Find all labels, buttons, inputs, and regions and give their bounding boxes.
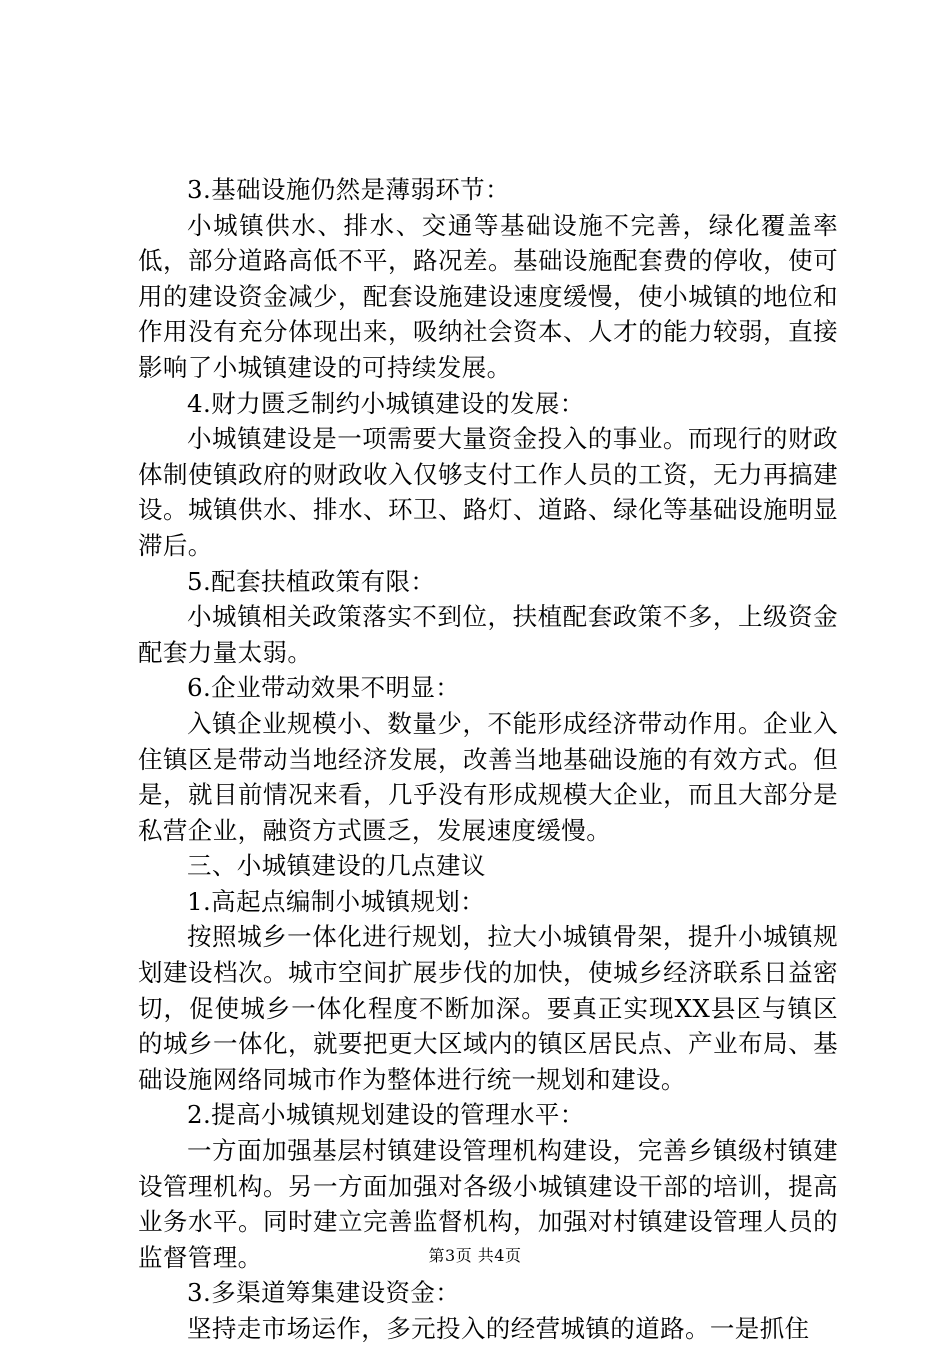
document-body xyxy=(138,172,838,1347)
paragraph-management-detail: 一方面加强基层村镇建设管理机构建设，完善乡镇级村镇建设管理机构。另一方面加强对各级小城镇建设干部的培训，提高业务水平。同时建立完善监督机构，加强对村镇建设管理人员的监督管理。 xyxy=(138,1136,838,1272)
paragraph-heading-2-management: 2.提高小城镇规划建设的管理水平： xyxy=(187,1100,585,1130)
paragraph-funding-detail: 坚持走市场运作，多元投入的经营城镇的道路。一是抓住 xyxy=(187,1314,810,1343)
paragraph-planning-detail: 按照城乡一体化进行规划，拉大小城镇骨架，提升小城镇规划建设档次。城市空间扩展步伐的加快，使城乡经济联系日益密切，促使城乡一体化程度不断加深。要真正实现XX县区与镇区的城乡一体化，就要把更大区域内的镇区居民点、产业布局、基础设施网络同城市作为整体进行统一规划和建设。 xyxy=(138,922,838,1094)
section-heading-suggestions: 三、小城镇建设的几点建议 xyxy=(187,851,486,881)
paragraph-finance-detail: 小城镇建设是一项需要大量资金投入的事业。而现行的财政体制使镇政府的财政收入仅够支付工作人员的工资，无力再搞建设。城镇供水、排水、环卫、路灯、道路、绿化等基础设施明显滞后。 xyxy=(138,424,838,560)
paragraph-heading-1-planning: 1.高起点编制小城镇规划： xyxy=(187,886,486,916)
paragraph-heading-3-funding: 3.多渠道筹集建设资金： xyxy=(187,1278,461,1308)
paragraph-heading-6-enterprise: 6.企业带动效果不明显： xyxy=(187,673,461,703)
paragraph-heading-3-infrastructure: 3.基础设施仍然是薄弱环节： xyxy=(187,175,510,204)
paragraph-heading-4-finance: 4.财力匮乏制约小城镇建设的发展： xyxy=(187,388,585,418)
paragraph-heading-5-policy: 5.配套扶植政策有限： xyxy=(187,566,436,596)
page-footer: 第3页 共4页 xyxy=(428,1246,522,1265)
paragraph-policy-detail: 小城镇相关政策落实不到位，扶植配套政策不多，上级资金配套力量太弱。 xyxy=(138,602,838,667)
paragraph-enterprise-detail: 入镇企业规模小、数量少，不能形成经济带动作用。企业入住镇区是带动当地经济发展，改善当地基础设施的有效方式。但是，就目前情况来看，几乎没有形成规模大企业，而且大部分是私营企业，融资方式匮乏，发展速度缓慢。 xyxy=(138,708,838,845)
paragraph-infrastructure-detail: 小城镇供水、排水、交通等基础设施不完善，绿化覆盖率低，部分道路高低不平，路况差。基础设施配套费的停收，使可用的建设资金减少，配套设施建设速度缓慢，使小城镇的地位和作用没有充分体现出来，吸纳社会资本、人才的能力较弱，直接影响了小城镇建设的可持续发展。 xyxy=(138,210,838,382)
